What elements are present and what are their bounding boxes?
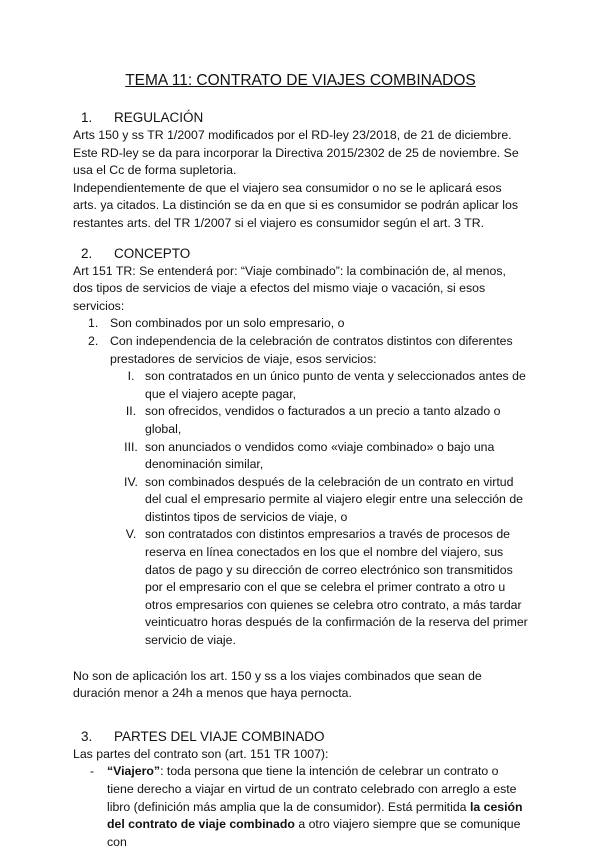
section-heading [73,729,528,744]
paragraph: Independientemente de que el viajero sea consumidor o no se le aplicará esos arts. ya citados. La distinción se da en que si es consumidor se podrán aplicar los restantes arts. del TR 1/2007 si el viajero es consumidor según el art. 3 TR. [73,180,518,230]
list-item [73,439,528,474]
section-heading [73,110,528,125]
dash-list [73,763,528,851]
list-number: 1. [88,316,99,331]
section-number: 2. [81,245,93,261]
list-item-text: son ofrecidos, vendidos o facturados a un precio a tanto alzado o global, [145,404,501,436]
list-number: III. [124,439,138,454]
list-item [73,474,528,527]
section-title: CONCEPTO [114,245,191,261]
bold-phrase: la cesión del contrato de viaje combinado [107,799,523,832]
list-bullet: - [90,764,95,779]
list-number: 2. [88,333,99,348]
section-number: 1. [81,110,93,125]
section-title: REGULACIÓN [114,110,204,125]
section-number: 3. [81,728,93,744]
list-item [73,315,528,333]
section-partes [73,729,528,852]
list-number: I. [127,369,135,384]
list-item [73,526,528,649]
section-title: PARTES DEL VIAJE COMBINADO [114,728,325,744]
list-item-text: son anunciados o vendidos como «viaje combinado» o bajo una denominación similar, [145,439,495,472]
list-number: II. [125,404,137,419]
list-item [73,333,528,368]
section-heading [73,246,528,261]
section-regulacion [73,110,528,233]
list-item-text: Son combinados por un solo empresario, o [110,316,345,331]
paragraph: Las partes del contrato son (art. 151 TR 1007): [73,746,329,761]
list-item-text: Con independencia de la celebración de contratos distintos con diferentes prestadores de servicios de viaje, esos servicios: [110,333,513,366]
list-number: V. [125,527,137,542]
text-part: : toda persona que tiene la intención de celebrar un contrato o tiene derecho a viajar en virtud de un contrato celebrado con arreglo a este libro (definición más amplia que la de consumidor). Está permitida [107,764,517,814]
document-page [73,72,528,864]
list-item-text: son combinados después de la celebración de un contrato en virtud del cual el empresario permite al viajero elegir entre una selección de distintos tipos de servicios de viaje, o [145,474,523,524]
list-number: IV. [124,474,138,489]
text-part: a otro viajero siempre que se comunique con [107,817,521,849]
list-item-text: son contratados en un único punto de venta y seleccionados antes de que el viajero acepte pagar, [145,369,526,401]
paragraph: No son de aplicación los art. 150 y ss a los viajes combinados que sean de duración menor a 24h a menos que haya pernocta. [73,668,482,701]
paragraph: Art 151 TR: Se entenderá por: “Viaje combinado”: la combinación de, al menos, dos tipos de servicios de viaje a efectos del mismo viaje o vacación, si esos servicios: [73,263,506,313]
list-item [73,763,528,851]
numbered-list [73,315,528,368]
list-item [73,403,528,438]
document-title: TEMA 11: CONTRATO DE VIAJES COMBINADOS [125,72,476,89]
list-item [73,368,528,403]
roman-list [73,368,528,650]
list-item-text: son contratados con distintos empresarios a través de procesos de reserva en línea conectados en los que el nombre del viajero, sus datos de pago y su dirección de correo electrónico son transmitidos por el empresario con el que se celebra el primer contrato a otro u otros empresarios con quienes se celebra otro contrato, a más tardar veinticuatro horas después de la confirmación de la reserva del primer servicio de viaje. [145,527,528,648]
list-item-text [107,763,528,851]
paragraph: Arts 150 y ss TR 1/2007 modificados por el RD-ley 23/2018, de 21 de diciembre. Este RD-ley se da para incorporar la Directiva 2015/2302 de 25 de noviembre. Se usa el Cc de forma supletoria. [73,128,519,178]
term-viajero: “Viajero” [107,764,161,779]
section-concepto [73,246,528,703]
